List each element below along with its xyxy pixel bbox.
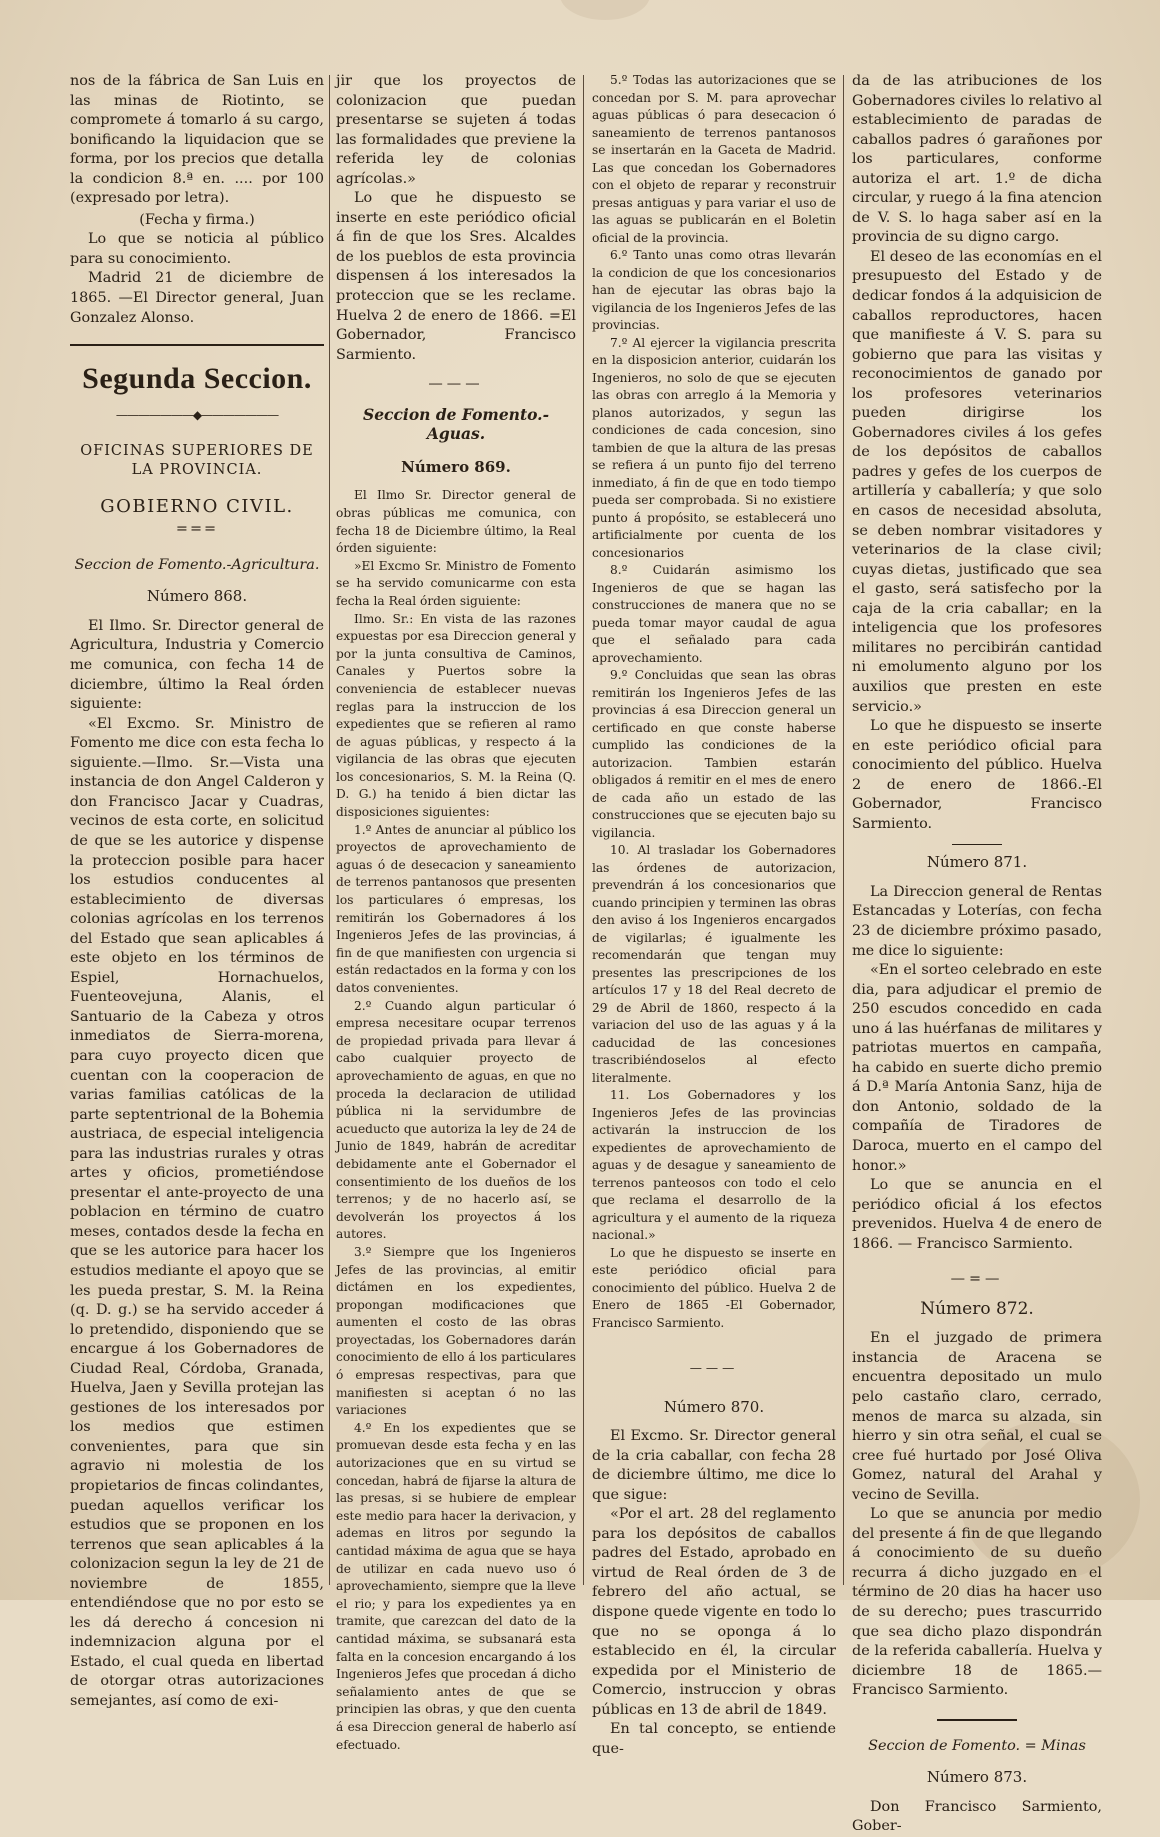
paragraph: 9.º Concluidas que sean las obras remitirán los Ingenieros Jefes de las provincias á esa Direccion general un certificado en que conste haberse cumplido las condiciones de la autorizacion. Tambien estarán obligados á remitir en el mes de enero de cada año un estado de las construcciones que se ejecuten bajo su vigilancia.: [592, 668, 836, 840]
article-body: [336, 487, 576, 1754]
number-heading: Número 872.: [920, 1298, 1034, 1319]
dash-divider: —=—: [950, 1271, 1004, 1288]
column-3: [592, 72, 836, 1757]
dash-divider: ———: [428, 376, 484, 393]
subsection-heading: Seccion de Fomento. = Minas: [868, 1737, 1086, 1754]
paragraph: 10. Al trasladar los Gobernadores las órdenes de autorizacion, prevendrán á los concesionarios que cuando principien y terminen las obras den aviso á los Ingenieros encargados de vigilarlas; é igualmente les recomendarán que tengan muy presentes las prescripciones de los artículos 17 y 18 del Real decreto de 29 de Abril de 1860, respecto á la variacion del uso de las aguas y á la caducidad de las concesiones trascribiéndoselos al efecto literalmente.: [592, 843, 836, 1085]
double-rule: ===: [175, 521, 219, 538]
column-rule: [583, 75, 584, 1585]
notice-text: Lo que se noticia al público para su conocimiento.: [70, 231, 324, 267]
column-rule: [843, 75, 844, 1585]
paragraph: Don Francisco Sarmiento, Gober-: [852, 1798, 1102, 1835]
gobierno-heading: GOBIERNO CIVIL.: [100, 495, 294, 517]
number-heading: Número 869.: [401, 457, 511, 476]
dash-divider: ———: [689, 1361, 739, 1375]
paragraph: «En el sorteo celebrado en este dia, para adjudicar el premio de 250 escudos concedido en cada uno á las huérfanas de militares y patriotas muertos en campaña, ha cabido en suerte dicho premio á D.ª María Antonia Sanz, hija de don Antonio, soldado de la compañía de Tiradores de Daroca, muerto en el campo del honor.»: [852, 962, 1102, 1174]
subsection-heading: Seccion de Fomento.-Aguas.: [363, 404, 549, 444]
column-1: [70, 72, 324, 1710]
paragraph: Lo que se anuncia en el periódico oficial á los efectos prevenidos. Huelva 4 de enero de 1866. — Francisco Sarmiento.: [852, 1177, 1102, 1252]
continued-text: jir que los proyectos de colonizacion que puedan presentarse se sujeten á todas las formalidades que previene la referida ley de colonias agrícolas.»: [336, 73, 576, 187]
paragraph: El Ilmo Sr. Director general de obras públicas me comunica, con fecha 18 de Diciembre último, la Real órden siguiente:: [336, 488, 576, 556]
paragraph: Lo que he dispuesto se inserte en este periódico oficial para conocimiento del público. Huelva 2 de Enero de 1865 -El Gobernador, Francisco Sarmiento.: [592, 1245, 836, 1330]
paragraph: En el juzgado de primera instancia de Aracena se encuentra depositado un mulo pelo castaño claro, cerrado, menos de marca su alzada, sin hierro y sin otra señal, el cual se cree fué hurtado por José Oliva Gomez, natural del Arahal y vecino de Sevilla.: [852, 1330, 1102, 1503]
oficinas-heading: OFICINAS SUPERIORES DE LA PROVINCIA.: [80, 442, 314, 479]
paragraph: 11. Los Gobernadores y los Ingenieros Jefes de las provincias activarán la instruccion de los expedientes de aprovechamiento de aguas y de desague y saneamiento de terrenos panteosos con todo el celo que reclama el desarrollo de la agricultura y el aumento de la riqueza nacional.»: [592, 1088, 836, 1242]
paragraph: 3.º Siempre que los Ingenieros Jefes de las provincias, al emitir dictámen en los expedientes, propongan modificaciones que aumenten el costo de las obras proyectadas, los Gobernadores darán conocimiento de ello á los particulares ó empresas respectivas, para que manifiesten si aceptan ó no las variaciones: [336, 1244, 576, 1418]
number-heading: Número 873.: [926, 1768, 1028, 1787]
fecha-firma: (Fecha y firma.): [139, 211, 255, 228]
ornament-divider: ———————◆———————: [115, 408, 279, 423]
continued-text: da de las atribuciones de los Gobernadores civiles lo relativo al establecimiento de paradas de caballos padres ó garañones por los particulares, conforme autoriza el art. 1.º de dicha circular, y ruego á la fina atencion de V. S. lo haga saber así en la provincia de su digno cargo.: [852, 73, 1102, 246]
madrid-signature: Madrid 21 de diciembre de 1865. —El Director general, Juan Gonzalez Alonso.: [70, 270, 324, 326]
number-heading: Número 870.: [663, 1397, 765, 1416]
paper-stain: [560, 0, 650, 20]
section-title: Segunda Seccion.: [82, 362, 312, 396]
paragraph: «El Excmo. Sr. Ministro de Fomento me dice con esta fecha lo siguiente.—Ilmo. Sr.—Vista una instancia de don Angel Calderon y don Francisco Jacar y Cuadras, vecinos de esta corte, en solicitud de que se les autorice y dispense la proteccion posible para hacer los estudios conducentes al establecimiento de diversas colonias agrícolas en los terrenos del Estado que sean aplicables á este objeto en los términos de Espiel, Hornachuelos, Fuenteovejuna, Alanis, el Santuario de la Cabeza y otros inmediatos de Sierra-morena, para cuyo proyecto dicen que cuentan con la cooperacion de varias familias católicas de la parte septentrional de la Bohemia austriaca, de especial inteligencia para las industrias rurales y otras artes y oficios, prometiéndose presentar el ante-proyecto de una poblacion en término de cuatro meses, contados desde la fecha en que se les autorice para hacer los estudios mediante el apoyo que se les pueda prestar, S. M. la Reina (q. D. g.) se ha servido acceder á lo pretendido, disponiendo que se encargue á los Gobernadores de Ciudad Real, Córdoba, Granada, Huelva, Jaen y Sevilla protejan las gestiones de los interesados por los medios que estimen convenientes, para que sin agravio ni molestia de los propietarios de fincas colindantes, puedan aquellos verificar los estudios que se proponen en los terrenos que sean aplicables á la colonizacion segun la ley de 21 de noviembre de 1855, entendiéndose que no por esto se les dá derecho á concesion ni indemnizacion alguna por el Estado, el cual queda en libertad de otorgar otras autorizaciones semejantes, así como de exi-: [70, 715, 324, 1710]
column-2: [336, 72, 576, 1752]
paragraph: Ilmo. Sr.: En vista de las razones expuestas por esa Direccion general y por la junta consultiva de Caminos, Canales y Puertos sobre la conveniencia de establecer nuevas reglas para la instruccion de los expedientes que se refieren al ramo de aguas públicas, y respecto á la vigilancia de las obras que ejecuten los concesionarios, S. M. la Reina (Q. D. G.) ha tenido á bien dictar las disposiciones siguientes:: [336, 611, 576, 820]
number-heading: Número 871.: [926, 853, 1028, 872]
paragraph: 5.º Todas las autorizaciones que se concedan por S. M. para aprovechar aguas públicas ó para desecacion ó saneamiento de terrenos pantanosos se insertarán en la Gaceta de Madrid. Las que concedan los Gobernadores con el objeto de reparar y reconstruir presas antiguas y para variar el uso de las aguas se publicarán en el Boletin oficial de la provincia.: [592, 73, 836, 245]
number-heading: Número 868.: [146, 587, 248, 606]
column-4: [852, 72, 1102, 1835]
paragraph: Lo que se anuncia por medio del presente á fin de que llegando á conocimiento de su dueño recurra á dicho juzgado en el término de 20 dias ha hacer uso de su derecho; pues trascurrido que sea dicho plazo dispondrán de la referida caballería. Huelva y diciembre 18 de 1865.—Francisco Sarmiento.: [852, 1506, 1102, 1699]
paragraph: Lo que he dispuesto se inserte en este periódico oficial á fin de que los Sres. Alcaldes de los pueblos de esta provincia dispensen á los interesados la proteccion que se les reclame. Huelva 2 de enero de 1866. =El Gobernador, Francisco Sarmiento.: [336, 190, 576, 363]
section-divider: [70, 344, 324, 346]
paragraph: Lo que he dispuesto se inserte en este periódico oficial para conocimiento del público. Huelva 2 de enero de 1866.-El Gobernador, Francisco Sarmiento.: [852, 718, 1102, 832]
paragraph: El Excmo. Sr. Director general de la cria caballar, con fecha 28 de diciembre último, me dice lo que sigue:: [592, 1428, 836, 1503]
paragraph: 2.º Cuando algun particular ó empresa necesitare ocupar terrenos de propiedad privada para llevar á cabo cualquier proyecto de aprovechamiento de aguas, en que no proceda la declaracion de utilidad pública ni la servidumbre de acueducto que autoriza la ley de 24 de Junio de 1849, habrán de acreditar debidamente ante el Gobernador el consentimiento de los dueños de los terrenos; y de no hacerlo así, se devolverán los proyectos á los autores.: [336, 998, 576, 1242]
paragraph: 6.º Tanto unas como otras llevarán la condicion de que los concesionarios han de ejecutar las obras bajo la vigilancia de los Ingenieros Jefes de las provincias.: [592, 248, 836, 332]
short-rule: [952, 844, 1002, 845]
paragraph: En tal concepto, se entiende que-: [592, 1721, 836, 1757]
column-rule: [329, 75, 330, 1585]
paragraph: La Direccion general de Rentas Estancadas y Loterías, con fecha 23 de diciembre próximo pasado, me dice lo siguiente:: [852, 883, 1102, 959]
paragraph: 8.º Cuidarán asimismo los Ingenieros de que se hagan las construcciones de manera que no se pueda tomar mayor caudal de agua que el señalado para cada aprovechamiento.: [592, 563, 836, 665]
paragraph: 4.º En los expedientes que se promuevan desde esta fecha y en las autorizaciones que en su virtud se concedan, habrá de fijarse la altura de las presas, si se hubiere de emplear este medio para hacer la derivacion, y ademas en litros por segundo la cantidad máxima de agua que se haya de utilizar en cada nuevo uso ó aprovechamiento, siempre que la lleve el rio; y para los expedientes ya en tramite, que carezcan del dato de la cantidad máxima, se subsanará esta falta en la concesion encargando á los Ingenieros Jefes que procedan á dicho señalamiento antes de que se principien las obras, y que den cuenta á esa Direccion general de haberlo así efectuado.: [336, 1420, 576, 1752]
subsection-heading: Seccion de Fomento.-Agricultura.: [74, 556, 320, 573]
paragraph: «Por el art. 28 del reglamento para los depósitos de caballos padres del Estado, aprobado en virtud de Real órden de 3 de febrero del año actual, se dispone quede vigente en todo lo que no se oponga á lo establecido en él, la circular expedida por el Ministerio de Comercio, instruccion y obras públicas en 13 de abril de 1849.: [592, 1506, 836, 1718]
paragraph: El deseo de las economías en el presupuesto del Estado y de dedicar fondos á la adquisicion de caballos reproductores, hacen que manifieste á V. S. para su gobierno que para las visitas y reconocimientos de ganado por los profesores veterinarios pueden dirigirse los Gobernadores civiles á los gefes de los depósitos de caballos padres y gefes de los cuerpos de artillería y caballería; y que solo en casos de necesidad absoluta, se deben nombrar visitadores y veterinarios de la clase civil; cuyas dietas, justificado que sea el gasto, será satisfecho por la caja de la cria caballar; en la inteligencia que los profesores militares no percibirán cantidad ni emolumento alguno por los auxilios que presten en este servicio.»: [852, 248, 1102, 715]
short-rule: [937, 1719, 1017, 1721]
article-870: [592, 1398, 836, 1760]
continued-text: nos de la fábrica de San Luis en las minas de Riotinto, se compromete á tomarlo á su cargo, bonificando la liquidacion que se forma, por los precios que detalla la condicion 8.ª en. .... por 100 (expresado por letra).: [70, 73, 324, 207]
paragraph: 7.º Al ejercer la vigilancia prescrita en la disposicion anterior, cuidarán los Ingenieros, no solo de que se ejecuten las obras con arreglo á la Memoria y planos autorizados, y segun las condiciones de cada concesion, sino tambien de que la altura de las presas se refiera á un punto fijo del terreno inmediato, á fin de que en todo tiempo pueda ser comprobada. Si no existiere punto á propósito, se establecerá uno artificialmente por cuenta de los concesionarios: [592, 335, 836, 560]
paragraph: 1.º Antes de anunciar al público los proyectos de aprovechamiento de aguas ó de desecacion y saneamiento de terrenos pantanosos que presenten los particulares ó empresas, los remitirán los Gobernadores á los Ingenieros Jefes de las provincias, á fin de que manifiesten con urgencia si están redactados en la forma y con los datos convenientes.: [336, 822, 576, 996]
paragraph: El Ilmo. Sr. Director general de Agricultura, Industria y Comercio me comunica, con fecha 14 de diciembre, último la Real órden siguiente:: [70, 617, 324, 713]
paragraph: »El Excmo Sr. Ministro de Fomento se ha servido comunicarme con esta fecha la Real órden siguiente:: [336, 558, 576, 608]
